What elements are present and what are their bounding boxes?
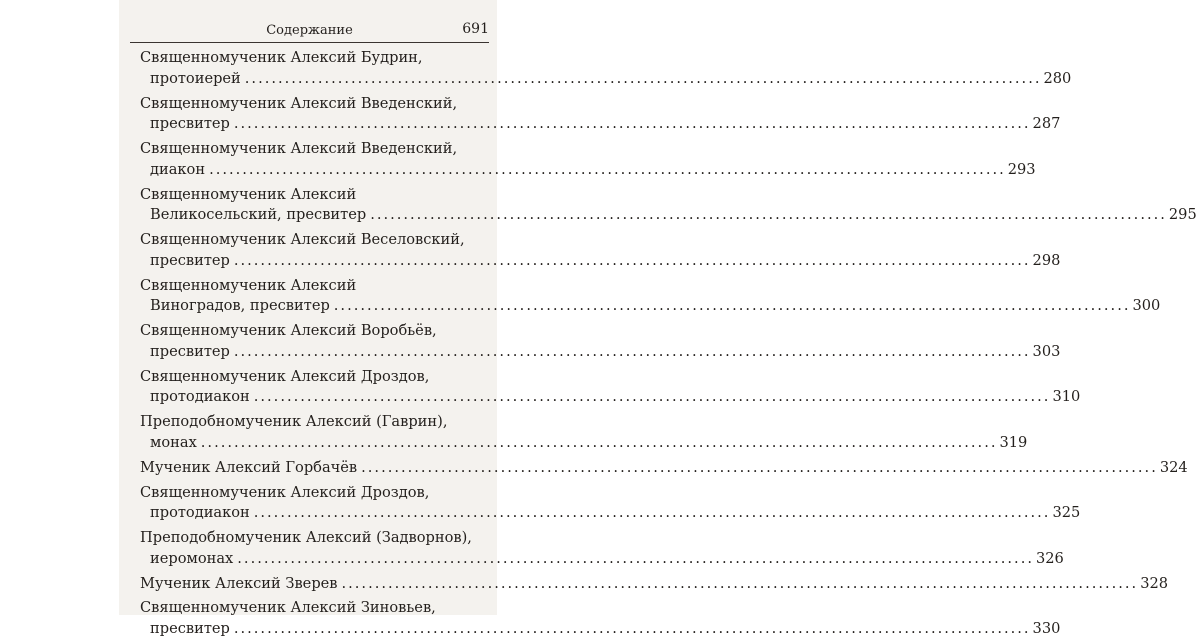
toc-entry-rank: пресвитер <box>150 115 230 133</box>
toc-entry-title: Мученик Алексий Зверев <box>140 574 338 592</box>
toc-entry <box>140 48 1072 89</box>
dot-leader: ........................................................................................................................ <box>244 69 1042 87</box>
dot-leader: ........................................................................................................................ <box>333 297 1131 315</box>
toc-entry-page: 324 <box>1159 458 1188 476</box>
dot-leader: ........................................................................................................................ <box>200 433 998 451</box>
toc-entry-rank: иеромонах <box>150 549 234 567</box>
toc-entry <box>140 458 1188 479</box>
running-header <box>130 20 489 43</box>
toc-entry-rank: протодиакон <box>150 388 250 406</box>
toc-entry-continuation <box>140 619 1061 640</box>
toc-entry-title: Священномученик Алексий Введенский, <box>140 140 458 158</box>
toc-entry-rank: пресвитер <box>150 251 230 269</box>
dot-leader: ........................................................................................................................ <box>233 620 1031 637</box>
toc-entry-title: Священномученик Алексий Веселовский, <box>140 231 465 249</box>
toc-entry <box>140 230 1061 271</box>
toc-entry-continuation <box>140 160 1036 181</box>
toc-entry-page: 298 <box>1032 251 1061 269</box>
toc-entry <box>140 139 1036 180</box>
toc-entry-title: Священномученик Алексий Дроздов, <box>140 367 430 385</box>
toc-entry-page: 280 <box>1043 69 1072 87</box>
toc-entry <box>140 321 1061 362</box>
toc-entry <box>140 412 1028 453</box>
book-page <box>119 0 1197 637</box>
toc-entry-page: 303 <box>1032 342 1061 360</box>
toc-entry-title: Преподобномученик Алексий (Гаврин), <box>140 413 448 431</box>
toc-entry <box>140 483 1081 524</box>
toc-entry-continuation <box>140 503 1081 524</box>
toc-entry-page: 328 <box>1140 574 1169 592</box>
toc-entry-page: 319 <box>999 433 1028 451</box>
toc-entry-page: 325 <box>1052 504 1081 522</box>
dot-leader: ........................................................................................................................ <box>237 549 1034 567</box>
dot-leader: ........................................................................................................................ <box>233 251 1031 269</box>
dot-leader: ........................................................................................................................ <box>341 574 1139 592</box>
dot-leader: ........................................................................................................................ <box>233 342 1031 360</box>
toc-entry-title: Мученик Алексий Горбачёв <box>140 458 358 476</box>
toc-entry-page: 300 <box>1132 297 1161 315</box>
toc-entry-rank: протоиерей <box>150 69 241 87</box>
toc-entry-page: 326 <box>1035 549 1064 567</box>
toc-entry <box>140 185 1197 226</box>
toc-entry-title: Священномученик Алексий <box>140 276 357 294</box>
toc-entry-rank: диакон <box>150 160 206 178</box>
toc-entry-continuation <box>140 114 1061 135</box>
toc-entry-rank: монах <box>150 433 197 451</box>
toc-entry-page: 330 <box>1032 620 1061 637</box>
toc-entry <box>140 528 1064 569</box>
toc-entry-title: Священномученик Алексий <box>140 185 357 203</box>
toc-entry <box>140 276 1161 317</box>
toc-entry-rank: протодиакон <box>150 504 250 522</box>
toc-entry <box>140 574 1169 595</box>
toc-entry-title: Священномученик Алексий Дроздов, <box>140 483 430 501</box>
dot-leader: ........................................................................................................................ <box>370 206 1167 224</box>
running-header-title: Содержание <box>266 23 353 38</box>
toc-entry-rank: Великосельский, пресвитер <box>150 206 367 224</box>
toc-entry-page: 293 <box>1007 160 1036 178</box>
toc-entry-continuation <box>140 387 1081 408</box>
dot-leader: ........................................................................................................................ <box>253 388 1051 406</box>
toc-entry-title: Преподобномученик Алексий (Задворнов), <box>140 529 472 547</box>
toc-entry <box>140 94 1061 135</box>
dot-leader: ........................................................................................................................ <box>233 115 1031 133</box>
toc-entry-continuation <box>140 69 1072 90</box>
toc-entry-continuation <box>140 296 1161 317</box>
toc-entry <box>140 598 1061 639</box>
toc-entry-title: Священномученик Алексий Будрин, <box>140 49 423 67</box>
toc-entry-page: 295 <box>1168 206 1197 224</box>
toc-entry-continuation <box>140 205 1197 226</box>
table-of-contents <box>140 44 1197 640</box>
toc-entry-line <box>140 574 1169 595</box>
toc-entry-title: Священномученик Алексий Введенский, <box>140 94 458 112</box>
dot-leader: ........................................................................................................................ <box>209 160 1006 178</box>
toc-entry-rank: пресвитер <box>150 342 230 360</box>
toc-entry-page: 310 <box>1052 388 1081 406</box>
toc-entry-title: Священномученик Алексий Воробьёв, <box>140 322 437 340</box>
toc-entry-page: 287 <box>1032 115 1061 133</box>
toc-entry-continuation <box>140 433 1028 454</box>
page-number: 691 <box>462 21 489 37</box>
toc-entry-title: Священномученик Алексий Зиновьев, <box>140 599 436 617</box>
dot-leader: ........................................................................................................................ <box>253 504 1051 522</box>
dot-leader: ........................................................................................................................ <box>361 458 1158 476</box>
toc-entry-rank: пресвитер <box>150 620 230 637</box>
toc-entry <box>140 367 1081 408</box>
toc-entry-continuation <box>140 342 1061 363</box>
toc-entry-rank: Виноградов, пресвитер <box>150 297 330 315</box>
toc-entry-continuation <box>140 549 1064 570</box>
toc-entry-line <box>140 458 1188 479</box>
toc-entry-continuation <box>140 251 1061 272</box>
